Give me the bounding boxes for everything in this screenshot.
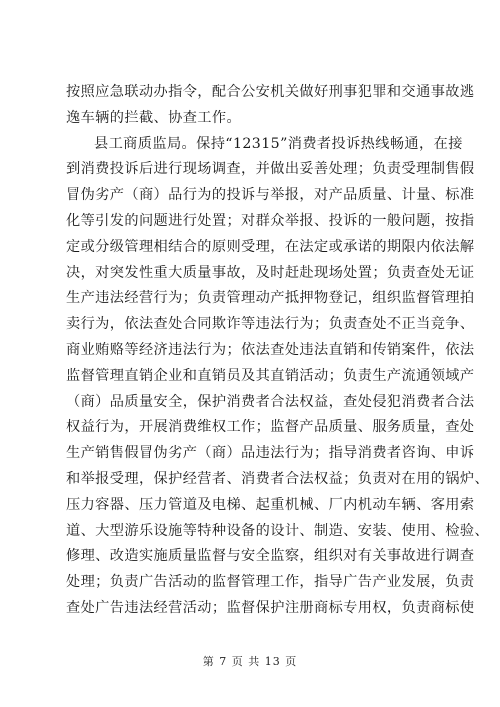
text-line: 和举报受理，保护经营者、消费者合法权益；负责对在用的锅炉、 [66, 470, 490, 487]
paragraph-start-line: 县工商质监局。保持“12315”消费者投诉热线畅通，在接 [94, 135, 463, 152]
text-line: 冒伪劣产（商）品行为的投诉与举报，对产品质量、计量、标准 [66, 187, 475, 204]
text-line: 处理；负责广告活动的监督管理工作，指导广告产业发展，负责 [66, 574, 475, 591]
text-line: 化等引发的问题进行处置；对群众举报、投诉的一般问题，按指 [66, 212, 475, 229]
text-line: （商）品质量安全，保护消费者合法权益，查处侵犯消费者合法 [66, 393, 475, 410]
text-line: 逸车辆的拦截、协查工作。 [66, 109, 242, 126]
text-line: 修理、改造实施质量监督与安全监察，组织对有关事故进行调查 [66, 548, 475, 565]
text-line: 决，对突发性重大质量事故，及时赶赴现场处置；负责查处无证 [66, 264, 475, 281]
text-line: 权益行为，开展消费维权工作；监督产品质量、服务质量，查处 [66, 419, 475, 436]
text-line: 生产销售假冒伪劣产（商）品违法行为；指导消费者咨询、申诉 [66, 445, 475, 462]
text-line: 生产违法经营行为；负责管理动产抵押物登记，组织监督管理拍 [66, 290, 475, 307]
text-line: 查处广告违法经营活动；监督保护注册商标专用权，负责商标使 [66, 599, 475, 616]
text-line: 道、大型游乐设施等特种设备的设计、制造、安装、使用、检验、 [66, 522, 490, 539]
body-text [66, 80, 490, 622]
text-line: 到消费投诉后进行现场调查，并做出妥善处理；负责受理制售假 [66, 161, 475, 178]
text-line: 按照应急联动办指令，配合公安机关做好刑事犯罪和交通事故逃 [66, 84, 475, 100]
text-line: 压力容器、压力管道及电梯、起重机械、厂内机动车辆、客用索 [66, 496, 475, 513]
text-line: 定或分级管理相结合的原则受理，在法定或承诺的期限内依法解 [66, 238, 475, 255]
text-line: 商业贿赂等经济违法行为；依法查处违法直销和传销案件，依法 [66, 341, 475, 358]
text-line: 卖行为，依法查处合同欺诈等违法行为；负责查处不正当竞争、 [66, 316, 475, 333]
text-line: 监督管理直销企业和直销员及其直销活动；负责生产流通领域产 [66, 367, 475, 384]
page-footer: 第 7 页 共 13 页 [202, 655, 298, 668]
